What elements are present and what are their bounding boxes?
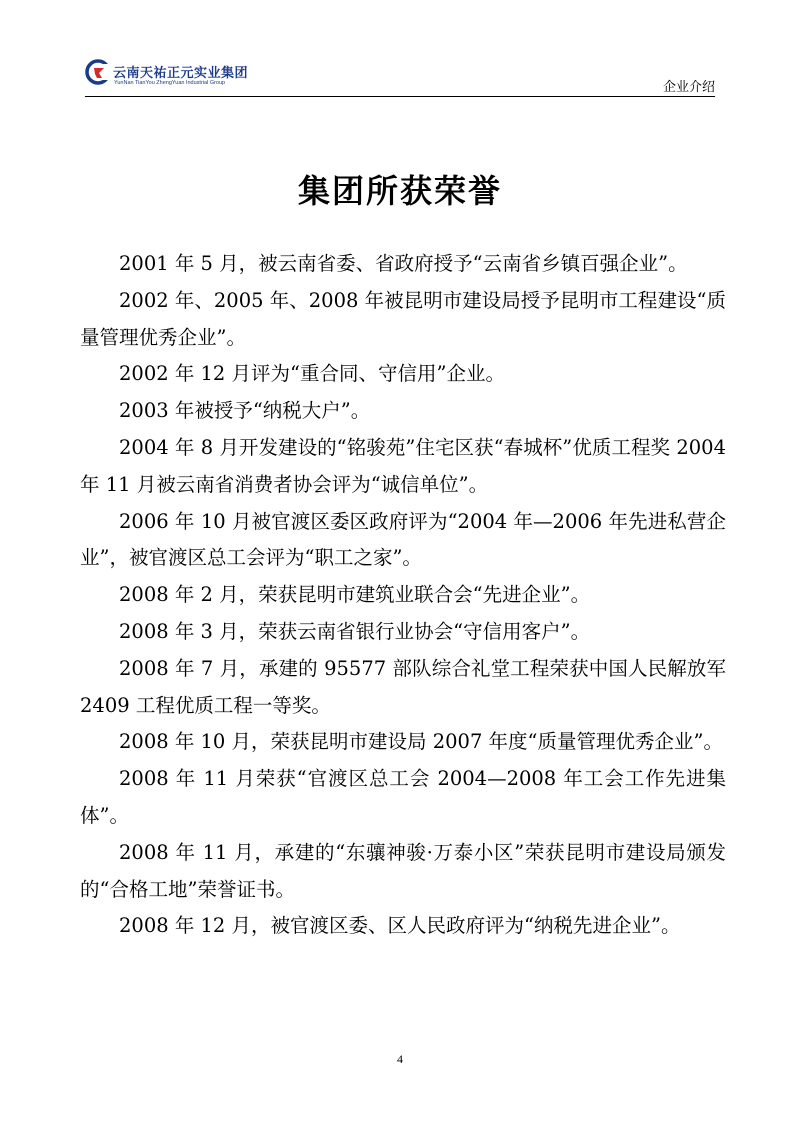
section-label: 企业介绍 — [662, 80, 715, 95]
company-logo-icon — [85, 58, 113, 86]
header-divider — [85, 96, 715, 97]
honor-paragraph: 2008 年 2 月，荣获昆明市建筑业联合会“先进企业”。 — [119, 583, 591, 607]
page-number: 4 — [397, 1052, 403, 1066]
page-title: 集团所获荣誉 — [297, 172, 502, 210]
honor-paragraph: 2004 年 8 月开发建设的“铭骏苑”住宅区获“春城杯”优质工程奖 2004 年 11 月被云南省消费者协会评为“诚信单位”。 — [80, 435, 726, 496]
page-header — [85, 56, 715, 96]
honor-paragraph: 2002 年、2005 年、2008 年被昆明市建设局授予昆明市工程建设“质量管理优秀企业”。 — [80, 288, 726, 349]
honor-paragraph: 2006 年 10 月被官渡区委区政府评为“2004 年—2006 年先进私营企业”，被官渡区总工会评为“职工之家”。 — [80, 509, 726, 570]
honor-paragraph: 2008 年 12 月，被官渡区委、区人民政府评为“纳税先进企业”。 — [119, 914, 681, 938]
company-name-en: YunNan TianYou ZhengYuan Industrial Group — [114, 80, 226, 86]
company-name-cn: 云南天祐正元实业集团 — [113, 66, 249, 81]
honors-list — [80, 246, 726, 945]
honor-paragraph: 2001 年 5 月，被云南省委、省政府授予“云南省乡镇百强企业”。 — [119, 252, 688, 275]
honor-paragraph: 2003 年被授予“纳税大户”。 — [119, 399, 371, 423]
honor-paragraph: 2008 年 7 月，承建的 95577 部队综合礼堂工程荣获中国人民解放军 2409 工程优质工程一等奖。 — [80, 656, 726, 717]
honor-paragraph: 2002 年 12 月评为“重合同、守信用”企业。 — [119, 362, 505, 386]
honor-paragraph: 2008 年 10 月，荣获昆明市建设局 2007 年度“质量管理优秀企业”。 — [119, 730, 723, 754]
honor-paragraph: 2008 年 3 月，荣获云南省银行业协会“守信用客户”。 — [119, 619, 591, 643]
honor-paragraph: 2008 年 11 月荣获“官渡区总工会 2004—2008 年工会工作先进集体”。 — [80, 767, 726, 827]
honor-paragraph: 2008 年 11 月，承建的“东骧神骏·万泰小区”荣获昆明市建设局颁发的“合格工地”荣誉证书。 — [80, 840, 726, 901]
